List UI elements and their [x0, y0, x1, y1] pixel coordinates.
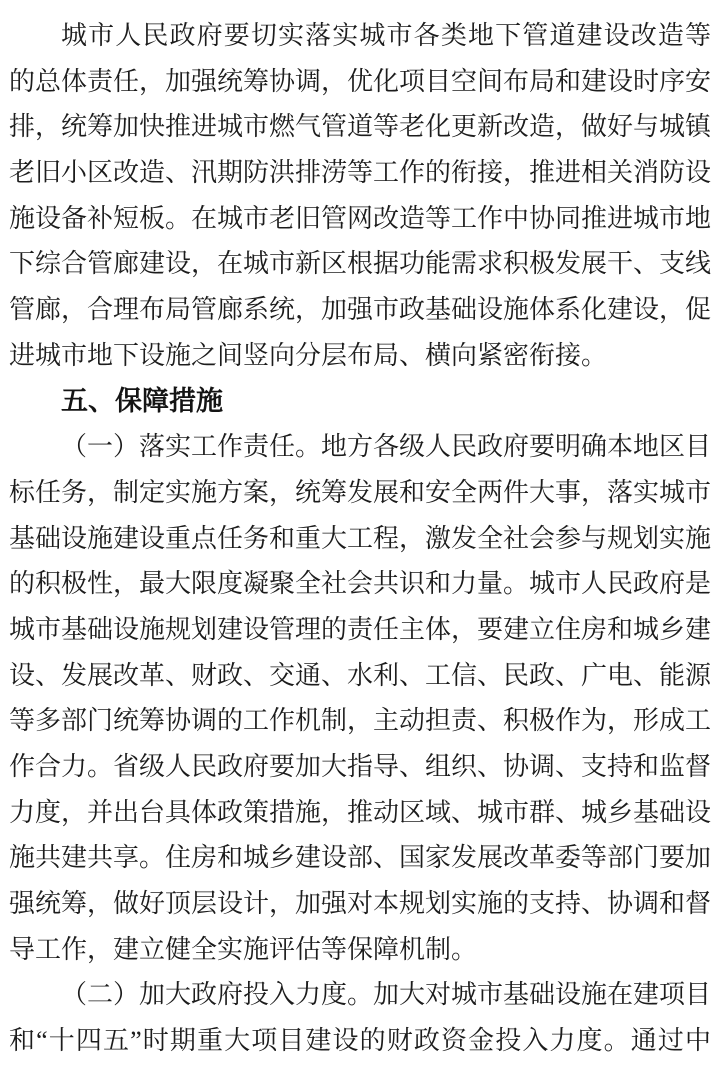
paragraph-1-implement-work-responsibility [9, 424, 711, 972]
text-line: 导工作，建立健全实施评估等保障机制。 [9, 934, 478, 964]
section-safeguard-measures [9, 379, 711, 425]
text-line: 力度，并出台具体政策措施，推动区域、城市群、城乡基础设 [9, 797, 711, 827]
text-line: 施共建共享。住房和城乡建设部、国家发展改革委等部门要加 [9, 843, 711, 873]
section-heading-safeguard-measures: 五、保障措施 [61, 385, 223, 416]
text-line: 施设备补短板。在城市老旧管网改造等工作中协同推进城市地 [9, 203, 711, 233]
text-line: 排，统筹加快推进城市燃气管道等老化更新改造，做好与城镇 [9, 112, 711, 142]
text-line: 设、发展改革、财政、交通、水利、工信、民政、广电、能源 [9, 660, 711, 690]
text-line: 的总体责任，加强统筹协调，优化项目空间布局和建设时序安 [9, 66, 711, 96]
paragraph-underground-pipeline-responsibility [9, 13, 711, 379]
subsection-1-lead-line: （一）落实工作责任。地方各级人民政府要明确本地区目 [61, 432, 711, 462]
text-line: 的积极性，最大限度凝聚全社会共识和力量。城市人民政府是 [9, 569, 711, 599]
text-line: 城市基础设施规划建设管理的责任主体，要建立住房和城乡建 [9, 614, 711, 644]
text-line: 等多部门统筹协调的工作机制，主动担责、积极作为，形成工 [9, 706, 711, 736]
subsection-2-lead-line: （二）加大政府投入力度。加大对城市基础设施在建项目 [61, 980, 711, 1010]
text-line: 和“十四五”时期重大项目建设的财政资金投入力度。通过中 [9, 1026, 711, 1056]
text-line: 老旧小区改造、汛期防洪排涝等工作的衔接，推进相关消防设 [9, 158, 711, 188]
paragraph-2-increase-government-investment [9, 972, 711, 1063]
text-line: 标任务，制定实施方案，统筹发展和安全两件大事，落实城市 [9, 477, 711, 507]
text-line: 进城市地下设施之间竖向分层布局、横向紧密衔接。 [9, 340, 608, 370]
text-line: 强统筹，做好顶层设计，加强对本规划实施的支持、协调和督 [9, 889, 711, 919]
text-line: 下综合管廊建设，在城市新区根据功能需求积极发展干、支线 [9, 249, 711, 279]
text-line: 城市人民政府要切实落实城市各类地下管道建设改造等 [61, 21, 711, 50]
text-line: 作合力。省级人民政府要加大指导、组织、协调、支持和监督 [9, 752, 711, 781]
text-line: 管廊，合理布局管廊系统，加强市政基础设施体系化建设，促 [9, 295, 711, 325]
text-line: 基础设施建设重点任务和重大工程，激发全社会参与规划实施 [9, 523, 711, 553]
